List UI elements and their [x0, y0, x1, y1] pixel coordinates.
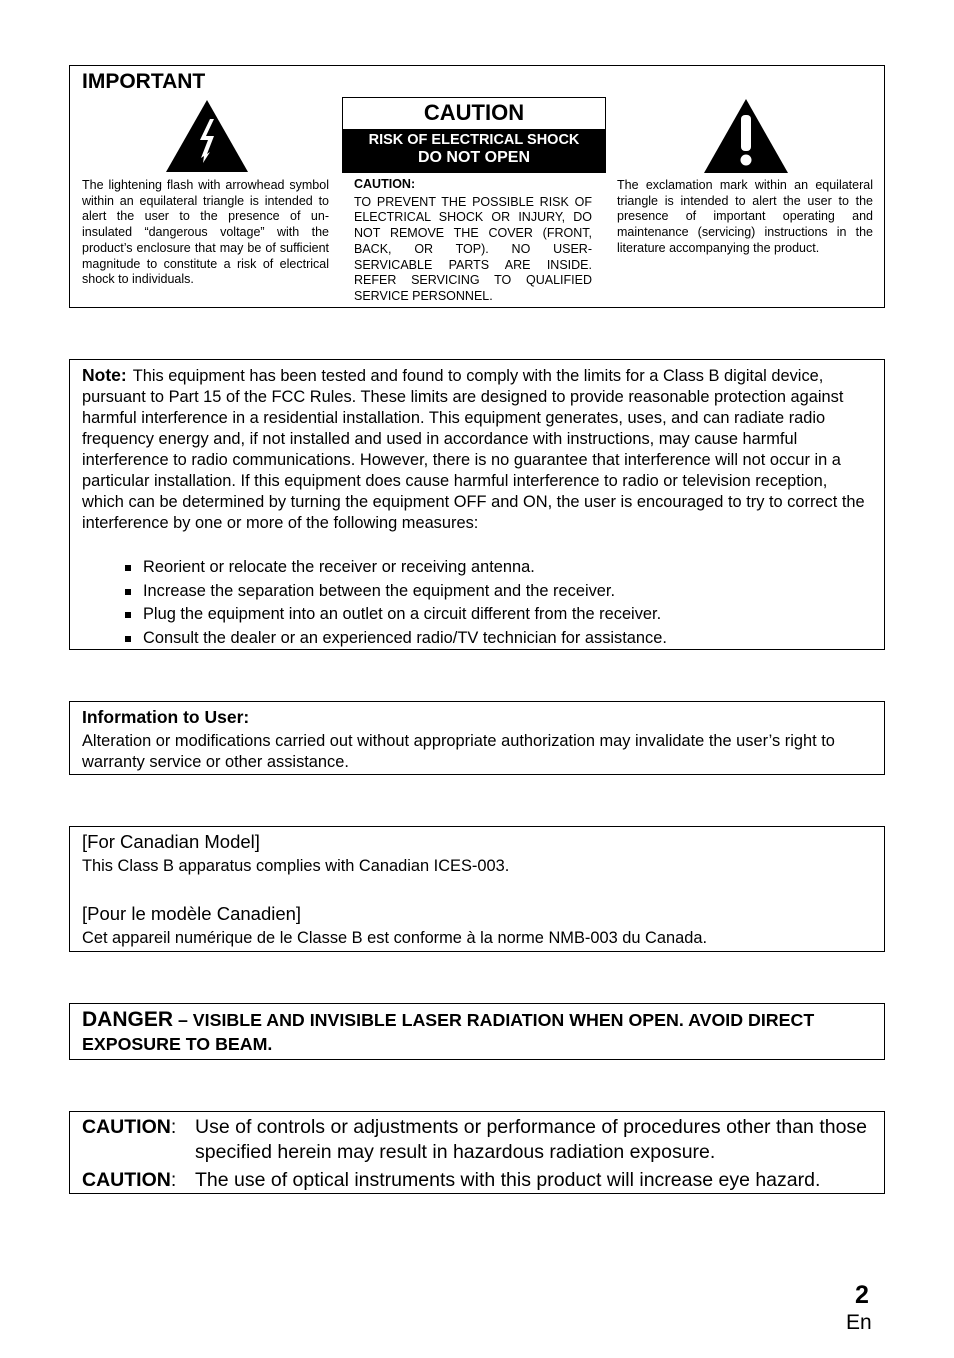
list-item: Consult the dealer or an experienced radio/TV technician for assistance. [123, 627, 667, 651]
language-code: En [846, 1311, 872, 1334]
info-to-user-box [69, 701, 885, 775]
list-item: Reorient or relocate the receiver or receiving antenna. [123, 556, 667, 580]
canadian-heading-fr: [Pour le modèle Canadien] [82, 903, 302, 924]
exclamation-description: The exclamation mark within an equilateral triangle is intended to alert the user to the presence of important operating and maintenance (servicing) instructions in the literature accompanying the product. [617, 178, 873, 255]
bullet-icon [125, 565, 131, 571]
lightning-description: The lightening flash with arrowhead symbol within an equilateral triangle is intended to alert the user to the presence of un-insulated “dangerous voltage” with the product’s enclosure that may be of sufficient magnitude to constitute a risk of electrical shock to individuals. [82, 178, 329, 287]
caution-label: CAUTION: [354, 177, 416, 191]
bullet-icon [125, 612, 131, 618]
note-body: This equipment has been tested and found to comply with the limits for a Class B digital device, pursuant to Part 15 of the FCC Rules. These limits are designed to provide reasonable protection against harmful interference in a residential installation. This equipment generates, uses, and can radiate radio frequency energy and, if not installed and used in accordance with instructions, may cause harmful interference to radio communications. However, there is no guarantee that interference will not occur in a particular installation. If this equipment does cause harmful interference to radio or television reception, which can be determined by turning the equipment OFF and ON, the user is encouraged to try to correct the interference by one or more of the following measures: [82, 367, 865, 532]
important-box [69, 65, 885, 308]
canadian-body-en: This Class B apparatus complies with Canadian ICES-003. [82, 857, 510, 875]
fcc-note-box [69, 359, 885, 650]
bullet-icon [125, 589, 131, 595]
canadian-heading-en: [For Canadian Model] [82, 831, 260, 852]
caution-label-panel [342, 97, 606, 173]
canadian-body-fr: Cet appareil numérique de le Classe B est conforme à la norme NMB-003 du Canada. [82, 929, 707, 947]
danger-box [69, 1003, 885, 1060]
list-item: Increase the separation between the equipment and the receiver. [123, 580, 667, 604]
caution-text: TO PREVENT THE POSSIBLE RISK OF ELECTRICAL SHOCK OR INJURY, DO NOT REMOVE THE COVER (FRONT, BACK, OR TOP). NO USER-SERVICABLE PARTS ARE INSIDE. REFER SERVICING TO QUALIFIED SERVICE PERSONNEL. [354, 194, 592, 303]
caution-value: Use of controls or adjustments or performance of procedures other than those specified herein may result in hazardous radiation exposure. [195, 1116, 868, 1163]
caution-key: CAUTION: [82, 1169, 177, 1191]
list-item: Plug the equipment into an outlet on a circuit different from the receiver. [123, 603, 667, 627]
bullet-icon [125, 636, 131, 642]
danger-dash: – [173, 1010, 193, 1030]
danger-word: DANGER [82, 1008, 174, 1031]
info-body: Alteration or modifications carried out without appropriate authorization may invalidate the user’s right to warranty service or other assistance. [82, 732, 835, 771]
danger-text [82, 1008, 872, 1056]
caution-value: The use of optical instruments with this product will increase eye hazard. [195, 1169, 821, 1191]
info-heading: Information to User: [82, 707, 250, 727]
fcc-note-text [82, 365, 872, 534]
caution-title: CAUTION [423, 100, 525, 125]
caution-bar [343, 129, 605, 173]
exclamation-warning-icon [704, 99, 788, 173]
note-label: Note: [82, 365, 127, 385]
caution-bar-line1: RISK OF ELECTRICAL SHOCK [368, 132, 580, 148]
measures-list [123, 556, 667, 650]
canadian-model-box [69, 826, 885, 952]
important-heading: IMPORTANT [82, 70, 206, 93]
page-number: 2 [855, 1281, 869, 1309]
caution-description [354, 177, 592, 305]
danger-message: VISIBLE AND INVISIBLE LASER RADIATION WHEN OPEN. AVOID DIRECT EXPOSURE TO BEAM. [82, 1010, 815, 1054]
caution-key: CAUTION: [82, 1116, 177, 1138]
lightning-warning-icon [166, 100, 248, 172]
laser-caution-box [69, 1111, 885, 1194]
caution-bar-line2: DO NOT OPEN [417, 149, 530, 166]
